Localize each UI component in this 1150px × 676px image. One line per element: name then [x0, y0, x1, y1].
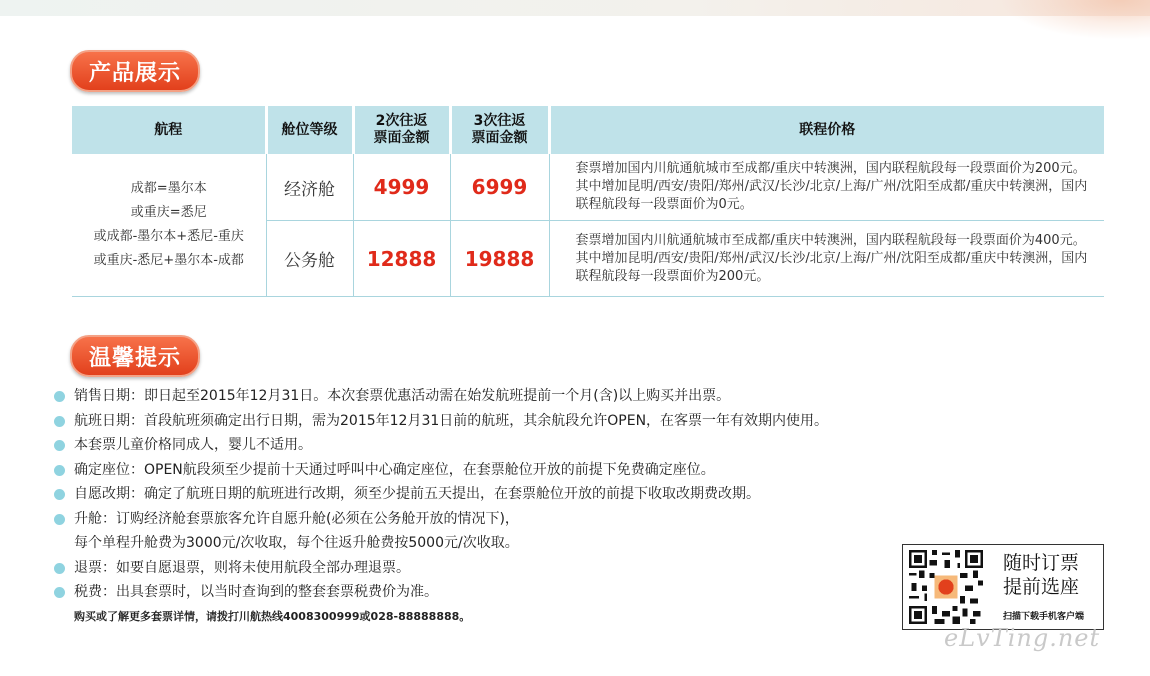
- qr-code-icon[interactable]: [909, 550, 983, 624]
- bullet-icon: [54, 563, 65, 574]
- route-line: 成都=墨尔本: [130, 181, 207, 196]
- tips-section-title: 温馨提示: [70, 335, 200, 377]
- tip-text: 航班日期：首段航班须确定出行日期，需为2015年12月31日前的航班，其余航段允许OPEN，在客票一年有效期内使用。: [74, 412, 829, 429]
- qr-subtitle: 扫描下载手机客户端: [1003, 612, 1085, 622]
- petal-decoration: [1000, 0, 1150, 40]
- header-two-trip: [353, 106, 450, 154]
- combined-price-desc: 套票增加国内川航通航城市至成都/重庆中转澳洲，国内联程航段每一段票面价为400元。其中增加昆明/西安/贵阳/郑州/武汉/长沙/北京/上海/广州/沈阳至成都/重庆中转澳洲，国内联程航段每一段票面价为200元。: [549, 221, 1104, 297]
- bullet-icon: [54, 416, 65, 427]
- qr-title-line1: 随时订票: [1003, 552, 1080, 574]
- list-item: [54, 507, 828, 556]
- header-three-trip: [450, 106, 549, 154]
- tip-text: 销售日期：即日起至2015年12月31日。本次套票优惠活动需在始发航班提前一个月(含)以上购买并出票。: [74, 388, 731, 404]
- bullet-icon: [54, 587, 65, 598]
- qr-title: [1003, 551, 1079, 599]
- header-route: 航程: [72, 106, 266, 154]
- header-combined-price: 联程价格: [549, 106, 1104, 154]
- price-three-trip: 19888: [450, 221, 549, 297]
- tip-text: 税费：出具套票时，以当时查询到的整套套票税费价为准。: [74, 584, 438, 600]
- qr-promo-box[interactable]: [902, 544, 1104, 630]
- bullet-icon: [54, 489, 65, 500]
- header-cabin: 舱位等级: [266, 106, 353, 154]
- header-three-trip-line1: 3次往返: [473, 113, 526, 129]
- hotline-footnote: 购买或了解更多套票详情，请拨打川航热线4008300999或028-88888888。: [74, 610, 471, 623]
- tip-text: 本套票儿童价格同成人，婴儿不适用。: [74, 437, 312, 453]
- cabin-class: 经济舱: [266, 154, 353, 221]
- tip-continuation: 每个单程升舱费为3000元/次收取，每个往返升舱费按5000元/次收取。: [74, 535, 519, 551]
- list-item: [54, 384, 828, 409]
- list-item: [54, 482, 828, 507]
- bullet-icon: [54, 440, 65, 451]
- products-section-title: 产品展示: [70, 50, 200, 92]
- bullet-icon: [54, 391, 65, 402]
- tip-text: 确定座位：OPEN航段须至少提前十天通过呼叫中心确定座位，在套票舱位开放的前提下免费确定座位。: [74, 461, 715, 478]
- tip-text: 自愿改期：确定了航班日期的航班进行改期，须至少提前五天提出，在套票舱位开放的前提下收取改期费改期。: [74, 486, 760, 502]
- watermark: eLvTing.net: [944, 624, 1101, 652]
- tips-list: [54, 384, 828, 605]
- list-item: [54, 433, 828, 458]
- tip-text: 退票：如要自愿退票，则将未使用航段全部办理退票。: [74, 559, 410, 576]
- route-cell: [72, 154, 266, 297]
- price-three-trip: 6999: [450, 154, 549, 221]
- combined-price-desc: 套票增加国内川航通航城市至成都/重庆中转澳洲，国内联程航段每一段票面价为200元。其中增加昆明/西安/贵阳/郑州/武汉/长沙/北京/上海/广州/沈阳至成都/重庆中转澳洲，国内联程航段每一段票面价为0元。: [549, 154, 1104, 221]
- header-two-trip-line1: 2次往返: [375, 113, 428, 129]
- table-row: [72, 154, 1104, 221]
- product-table: [72, 106, 1104, 297]
- cabin-class: 公务舱: [266, 221, 353, 297]
- price-two-trip: 4999: [353, 154, 450, 221]
- top-decoration-band: [0, 0, 1150, 16]
- list-item: [54, 580, 828, 605]
- route-line: 或重庆-悉尼+墨尔本-成都: [93, 253, 244, 268]
- bullet-icon: [54, 514, 65, 525]
- list-item: [54, 556, 828, 581]
- table-header-row: [72, 106, 1104, 154]
- list-item: [54, 458, 828, 483]
- qr-title-line2: 提前选座: [1003, 576, 1080, 598]
- route-line: 或重庆=悉尼: [130, 205, 207, 220]
- bullet-icon: [54, 465, 65, 476]
- list-item: [54, 409, 828, 434]
- header-three-trip-line2: 票面金额: [471, 130, 528, 146]
- tip-text: 升舱：订购经济舱套票旅客允许自愿升舱(必须在公务舱开放的情况下)，: [74, 510, 519, 527]
- route-line: 或成都-墨尔本+悉尼-重庆: [93, 229, 244, 244]
- price-two-trip: 12888: [353, 221, 450, 297]
- header-two-trip-line2: 票面金额: [373, 130, 430, 146]
